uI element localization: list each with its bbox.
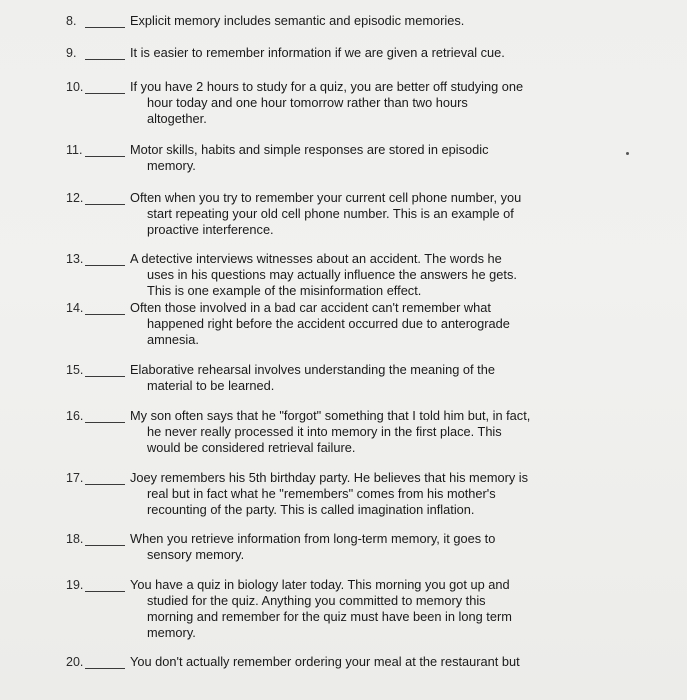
question-text bbox=[130, 577, 560, 641]
question-line: My son often says that he "forgot" something that I told him but, in fact, bbox=[130, 408, 531, 423]
question-number: 16. bbox=[66, 409, 84, 423]
answer-blank[interactable] bbox=[85, 204, 125, 205]
answer-blank[interactable] bbox=[85, 484, 125, 485]
question-line: real but in fact what he "remembers" comes from his mother's bbox=[147, 486, 496, 501]
question-line: Often when you try to remember your current cell phone number, you bbox=[130, 190, 522, 205]
question-line: altogether. bbox=[147, 111, 207, 126]
question-line: If you have 2 hours to study for a quiz, you are better off studying one bbox=[130, 79, 524, 94]
question-text bbox=[130, 408, 560, 456]
question-text bbox=[130, 470, 560, 518]
question-line: studied for the quiz. Anything you committed to memory this bbox=[147, 593, 486, 608]
question-number: 11. bbox=[66, 143, 83, 157]
question-line: It is easier to remember information if we are given a retrieval cue. bbox=[130, 45, 505, 60]
question-number: 18. bbox=[66, 532, 84, 546]
answer-blank[interactable] bbox=[85, 314, 125, 315]
question-line: Motor skills, habits and simple responses are stored in episodic bbox=[130, 142, 489, 157]
question-line: amnesia. bbox=[147, 332, 199, 347]
question-text bbox=[130, 79, 560, 127]
question-text bbox=[130, 654, 560, 670]
question-line: A detective interviews witnesses about an accident. The words he bbox=[130, 251, 502, 266]
answer-blank[interactable] bbox=[85, 591, 125, 592]
question-line: morning and remember for the quiz must have been in long term bbox=[147, 609, 512, 624]
question-line: recounting of the party. This is called imagination inflation. bbox=[147, 502, 475, 517]
question-number: 14. bbox=[66, 301, 84, 315]
question-line: Often those involved in a bad car accident can't remember what bbox=[130, 300, 491, 315]
question-line: start repeating your old cell phone number. This is an example of bbox=[147, 206, 514, 221]
answer-blank[interactable] bbox=[85, 376, 125, 377]
answer-blank[interactable] bbox=[85, 93, 125, 94]
question-text bbox=[130, 13, 560, 29]
question-line: You have a quiz in biology later today. This morning you got up and bbox=[130, 577, 510, 592]
question-text bbox=[130, 362, 560, 394]
question-line: memory. bbox=[147, 625, 196, 640]
question-text bbox=[130, 251, 560, 299]
question-number: 19. bbox=[66, 578, 84, 592]
question-text bbox=[130, 531, 560, 563]
question-line: material to be learned. bbox=[147, 378, 275, 393]
question-text bbox=[130, 300, 560, 348]
answer-blank[interactable] bbox=[85, 545, 125, 546]
question-number: 20. bbox=[66, 655, 84, 669]
stray-mark bbox=[626, 152, 629, 155]
answer-blank[interactable] bbox=[85, 265, 125, 266]
answer-blank[interactable] bbox=[85, 422, 125, 423]
question-line: proactive interference. bbox=[147, 222, 274, 237]
question-number: 17. bbox=[66, 471, 84, 485]
question-number: 13. bbox=[66, 252, 84, 266]
answer-blank[interactable] bbox=[85, 156, 125, 157]
question-line: sensory memory. bbox=[147, 547, 245, 562]
question-line: memory. bbox=[147, 158, 196, 173]
question-number: 15. bbox=[66, 363, 84, 377]
question-line: he never really processed it into memory in the first place. This bbox=[147, 424, 502, 439]
answer-blank[interactable] bbox=[85, 27, 125, 28]
question-line: You don't actually remember ordering your meal at the restaurant but bbox=[130, 654, 520, 669]
question-line: would be considered retrieval failure. bbox=[147, 440, 356, 455]
question-number: 9. bbox=[66, 46, 77, 60]
question-line: This is one example of the misinformation effect. bbox=[147, 283, 422, 298]
question-text bbox=[130, 190, 560, 238]
question-number: 10. bbox=[66, 80, 84, 94]
question-text bbox=[130, 142, 560, 174]
question-number: 8. bbox=[66, 14, 77, 28]
question-number: 12. bbox=[66, 191, 84, 205]
question-line: Explicit memory includes semantic and episodic memories. bbox=[130, 13, 465, 28]
answer-blank[interactable] bbox=[85, 59, 125, 60]
question-line: When you retrieve information from long-term memory, it goes to bbox=[130, 531, 496, 546]
answer-blank[interactable] bbox=[85, 668, 125, 669]
question-line: happened right before the accident occurred due to anterograde bbox=[147, 316, 510, 331]
question-line: Joey remembers his 5th birthday party. He believes that his memory is bbox=[130, 470, 529, 485]
question-line: uses in his questions may actually influence the answers he gets. bbox=[147, 267, 517, 282]
question-line: Elaborative rehearsal involves understanding the meaning of the bbox=[130, 362, 495, 377]
question-line: hour today and one hour tomorrow rather than two hours bbox=[147, 95, 468, 110]
question-text bbox=[130, 45, 560, 61]
